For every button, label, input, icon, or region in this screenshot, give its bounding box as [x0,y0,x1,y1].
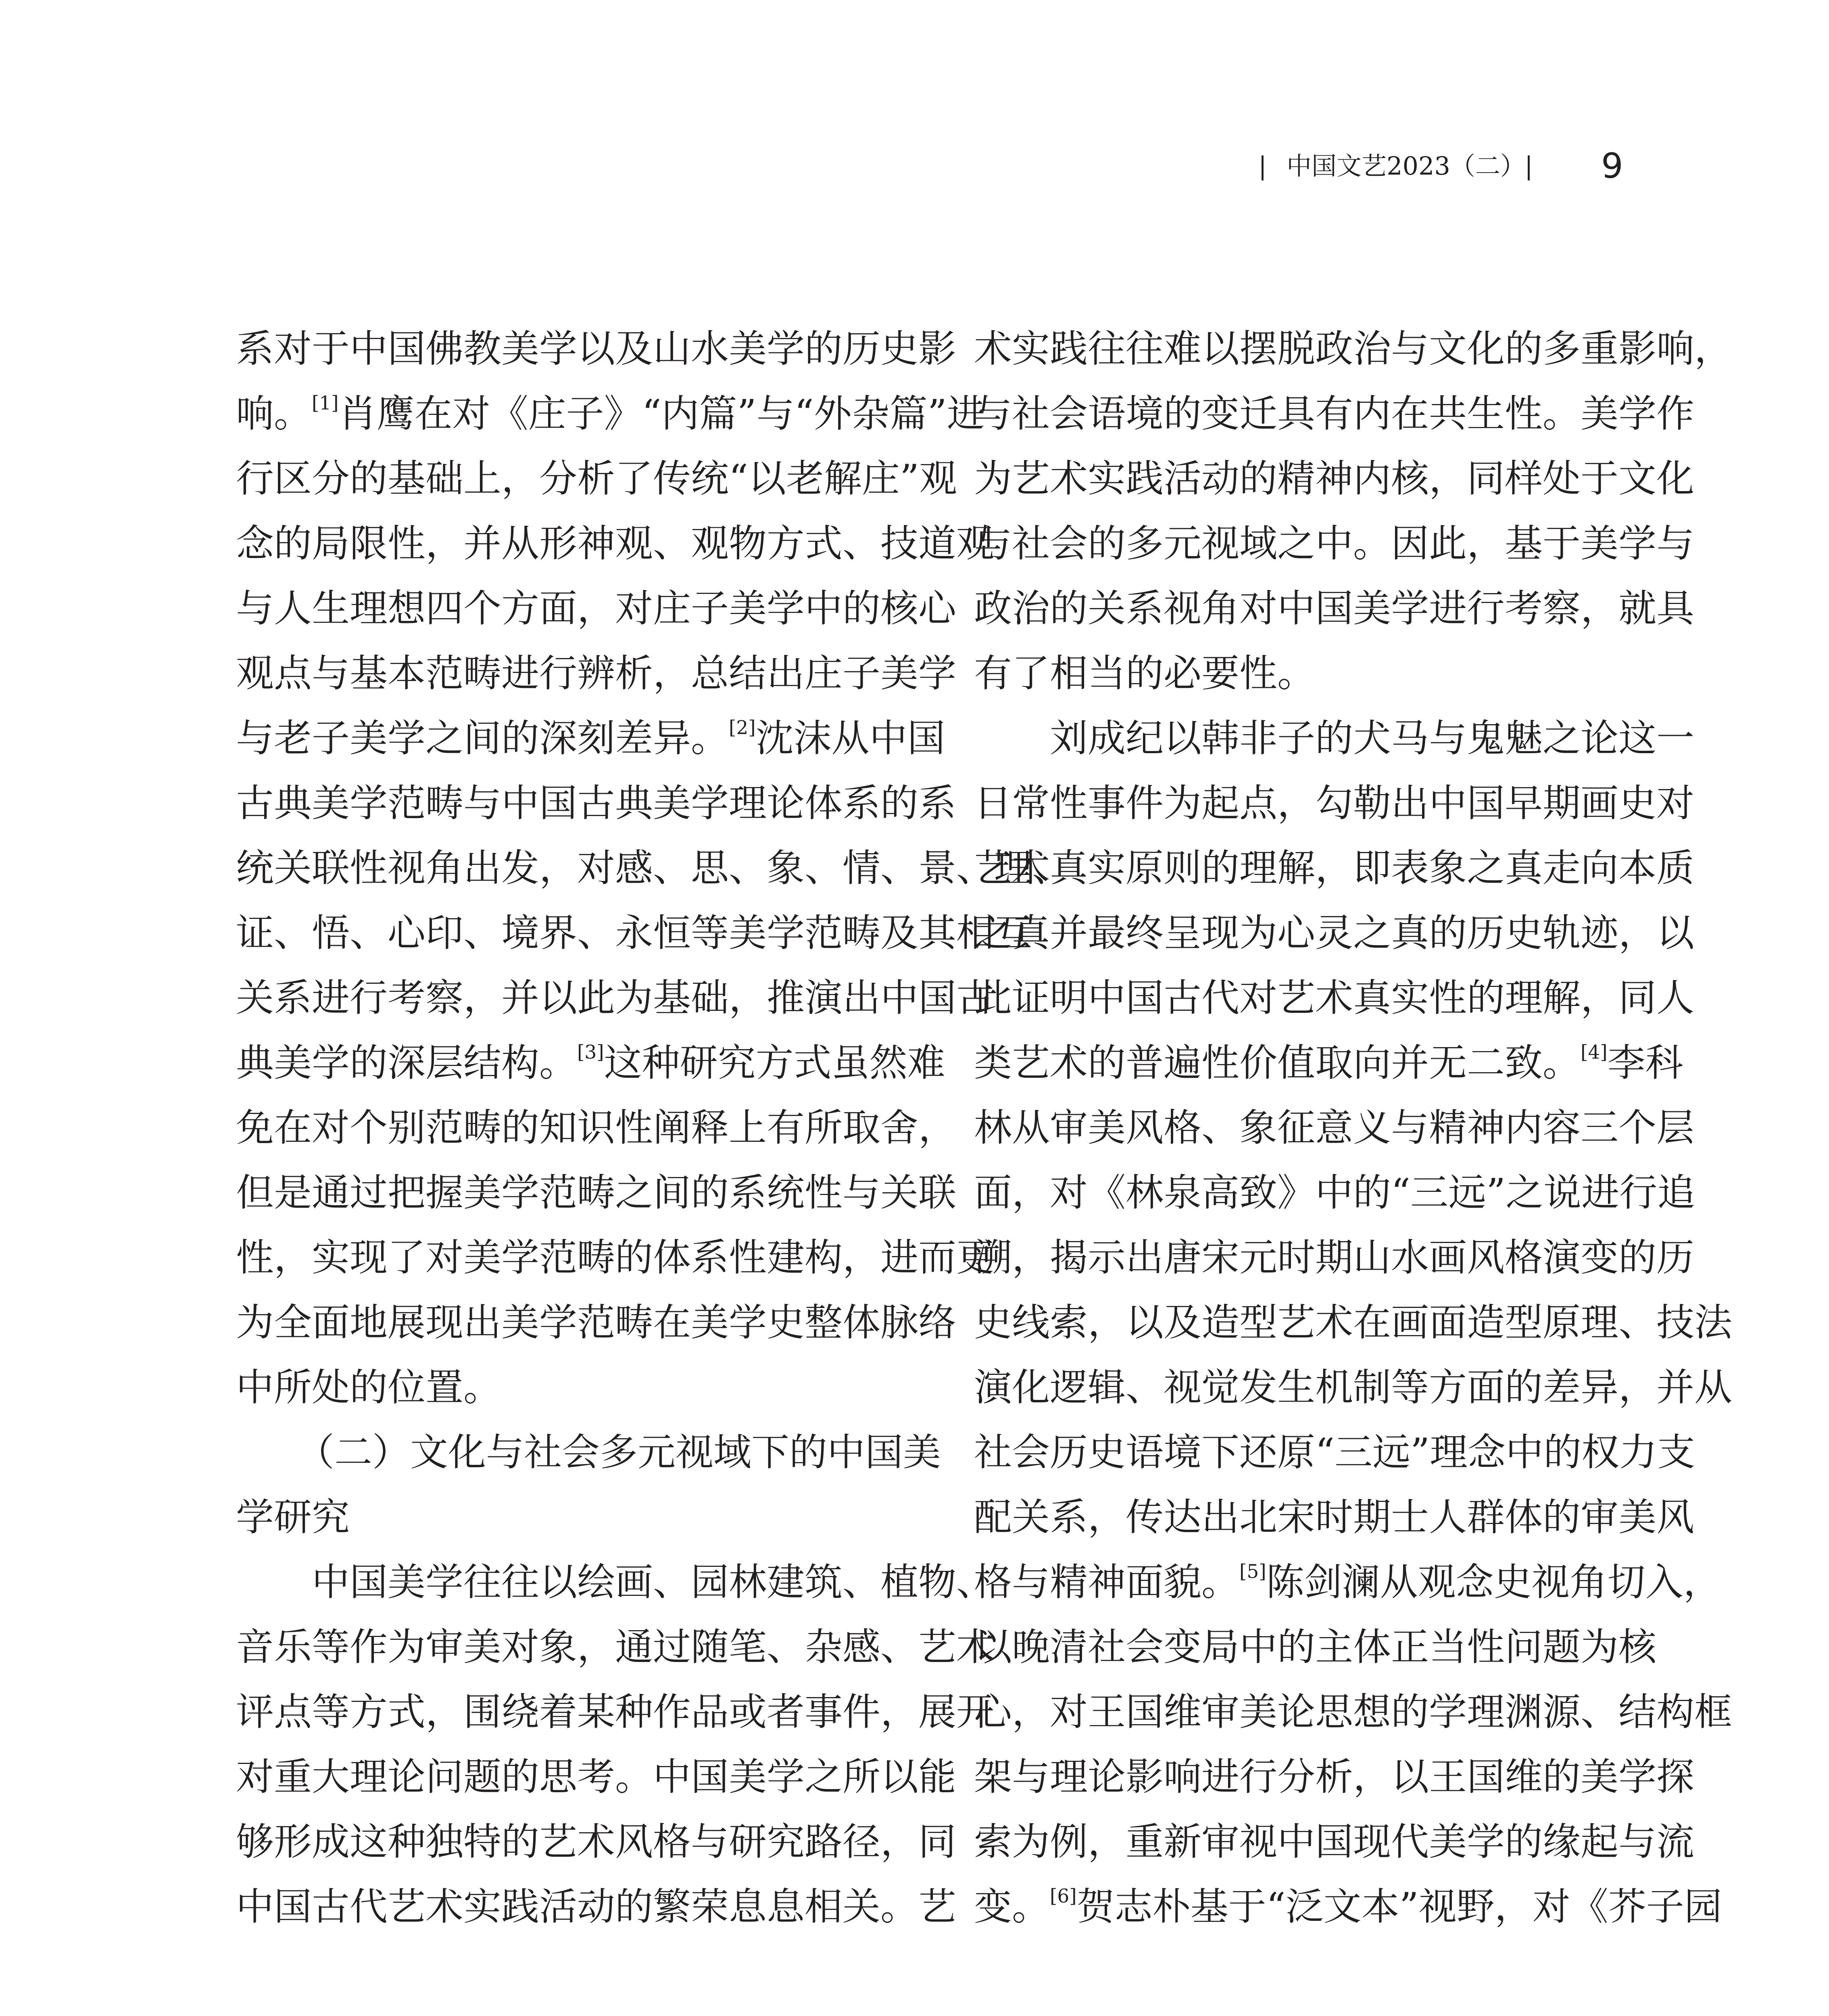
body-line: 与社会的多元视域之中。因此，基于美学与 [974,522,1695,566]
body-line: 中所处的位置。 [236,1366,502,1410]
body-line: 性，实现了对美学范畴的体系性建构，进而更 [236,1236,995,1280]
body-line: 典美学的深层结构。[3]这种研究方式虽然难 [236,1041,945,1085]
footnote-ref[interactable]: [6] [1050,1885,1077,1908]
left-column [236,317,1070,1939]
body-line: 配关系，传达出北宋时期士人群体的审美风 [974,1495,1695,1539]
footnote-ref[interactable]: [4] [1581,1041,1608,1064]
body-line: 索为例，重新审视中国现代美学的缘起与流 [974,1820,1695,1864]
body-line: 心，对王国维审美论思想的学理渊源、结构框 [974,1690,1733,1734]
journal-title: 中国文艺2023（二） [1287,151,1525,181]
body-line: 日常性事件为起点，勾勒出中国早期画史对 [974,781,1695,825]
body-line: 类艺术的普遍性价值取向并无二致。[4]李科 [974,1041,1683,1085]
body-line: 够形成这种独特的艺术风格与研究路径，同 [236,1820,957,1864]
footnote-ref[interactable]: [1] [312,392,339,414]
body-line: 架与理论影响进行分析，以王国维的美学探 [974,1755,1695,1799]
footnote-ref[interactable]: [3] [577,1041,604,1064]
body-line: 关系进行考察，并以此为基础，推演出中国古 [236,976,995,1020]
body-line: 中国美学往往以绘画、园林建筑、植物、 [312,1560,995,1604]
body-line: 与老子美学之间的深刻差异。[2]沈沫从中国 [236,716,945,760]
body-line: 艺术真实原则的理解，即表象之真走向本质 [974,846,1695,890]
body-line: 术实践往往难以摆脱政治与文化的多重影响， [974,327,1733,371]
header-separator: | [1258,151,1267,181]
right-column [974,317,1733,1939]
footnote-ref[interactable]: [5] [1239,1560,1266,1583]
header-separator: | [1525,151,1533,181]
running-header [1258,142,1670,190]
body-line: 念的局限性，并从形神观、观物方式、技道观 [236,522,995,566]
body-line: 刘成纪以韩非子的犬马与鬼魅之论这一 [1050,716,1695,760]
body-line: 系对于中国佛教美学以及山水美学的历史影 [236,327,957,371]
body-line: 古典美学范畴与中国古典美学理论体系的系 [236,781,957,825]
body-line: 演化逻辑、视觉发生机制等方面的差异，并从 [974,1366,1733,1410]
body-line: 统关联性视角出发，对感、思、象、情、景、理、 [236,846,1070,890]
body-line: 之真并最终呈现为心灵之真的历史轨迹，以 [974,911,1695,955]
body-line: 观点与基本范畴进行辨析，总结出庄子美学 [236,652,957,696]
body-line: 免在对个别范畴的知识性阐释上有所取舍， [236,1106,957,1150]
body-line: 林从审美风格、象征意义与精神内容三个层 [974,1106,1695,1150]
footnote-ref[interactable]: [2] [729,716,756,739]
body-line: 格与精神面貌。[5]陈剑澜从观念史视角切入， [974,1560,1721,1604]
body-line: 溯，揭示出唐宋元时期山水画风格演变的历 [974,1236,1695,1280]
section-heading: （二）文化与社会多元视域下的中国美 [296,1431,941,1475]
body-line: 有了相当的必要性。 [974,652,1316,696]
body-line: 社会历史语境下还原“三远”理念中的权力支 [974,1431,1696,1475]
body-line: 中国古代艺术实践活动的繁荣息息相关。艺 [236,1885,957,1929]
page-number: 9 [1601,146,1623,186]
body-line: 评点等方式，围绕着某种作品或者事件，展开 [236,1690,995,1734]
body-line: 为艺术实践活动的精神内核，同样处于文化 [974,457,1695,501]
body-line: 以晚清社会变局中的主体正当性问题为核 [974,1625,1657,1669]
body-line: 与社会语境的变迁具有内在共生性。美学作 [974,392,1695,436]
body-line: 对重大理论问题的思考。中国美学之所以能 [236,1755,957,1799]
body-line: 此证明中国古代对艺术真实性的理解，同人 [974,976,1695,1020]
body-line: 音乐等作为审美对象，通过随笔、杂感、艺术 [236,1625,995,1669]
body-line: 证、悟、心印、境界、永恒等美学范畴及其相互 [236,911,1032,955]
body-line: 面，对《林泉高致》中的“三远”之说进行追 [974,1171,1696,1215]
body-line: 史线索，以及造型艺术在画面造型原理、技法 [974,1301,1733,1345]
body-line: 政治的关系视角对中国美学进行考察，就具 [974,587,1695,631]
body-line: 行区分的基础上，分析了传统“以老解庄”观 [236,457,957,501]
body-line: 响。[1]肖鹰在对《庄子》“内篇”与“外杂篇”进 [236,392,985,436]
body-line: 为全面地展现出美学范畴在美学史整体脉络 [236,1301,957,1345]
body-line: 变。[6]贺志朴基于“泛文本”视野，对《芥子园 [974,1885,1722,1929]
body-line: 但是通过把握美学范畴之间的系统性与关联 [236,1171,957,1215]
section-heading: 学研究 [236,1495,350,1539]
body-line: 与人生理想四个方面，对庄子美学中的核心 [236,587,957,631]
